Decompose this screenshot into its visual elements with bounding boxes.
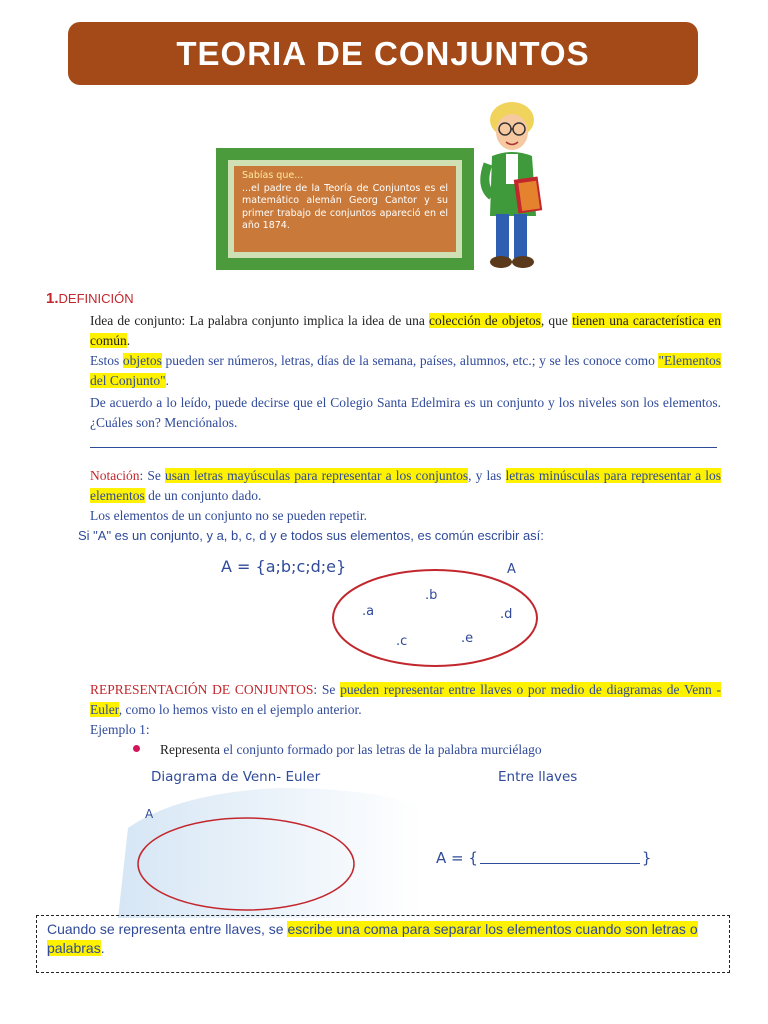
section-heading [46, 290, 134, 308]
notation-rule: Los elementos de un conjunto no se pueden repetir. [90, 508, 368, 523]
venn-set-label: A [507, 562, 516, 577]
section-title: DEFINICIÓN [58, 291, 134, 306]
element-c: .c [396, 634, 408, 649]
element-e: .e [461, 631, 474, 646]
notation-paragraph: Notación: Se usan letras mayúsculas para representar a los conjuntos, y las letras minúsculas para representar a los elementos de un conjunto dado. [90, 468, 721, 503]
element-d: .d [500, 607, 513, 622]
braces-answer: A = { } [436, 849, 652, 867]
blank-venn-ellipse [138, 818, 354, 910]
page-title: TEORIA DE CONJUNTOS [68, 22, 698, 85]
did-you-know-text: ...el padre de la Teoría de Conjuntos es el matemático alemán Georg Cantor y su primer trabajo de conjuntos apareció en el año 1874. [242, 182, 448, 231]
braces-title: Entre llaves [498, 769, 578, 785]
example-label: Ejemplo 1: [90, 722, 150, 737]
example-instruction: Representa el conjunto formado por las letras de la palabra murciélago [160, 742, 542, 757]
section-number: 1. [46, 290, 59, 307]
bullet-icon [133, 745, 140, 752]
did-you-know-title: Sabías que... [242, 170, 304, 181]
definition-paragraph-3: De acuerdo a lo leído, puede decirse que el Colegio Santa Edelmira es un conjunto y los niveles son los elementos. ¿Cuáles son? Menciónalos. [90, 395, 721, 430]
blank-venn-set-label: A [145, 807, 154, 821]
scholar-cartoon-icon [478, 96, 560, 270]
definition-paragraph-1: Idea de conjunto: La palabra conjunto implica la idea de una colección de objetos, que tienen una característica en común. [90, 313, 721, 348]
answer-line [90, 447, 717, 448]
definition-paragraph-2: Estos objetos pueden ser números, letras, días de la semana, países, alumnos, etc.; y se les conoce como "Elementos del Conjunto". [90, 353, 721, 388]
element-a: .a [362, 604, 375, 619]
set-expression: A = {a;b;c;d;e} [221, 557, 347, 576]
notation-example-intro: Si "A" es un conjunto, y a, b, c, d y e todos sus elementos, es común escribir así: [78, 528, 544, 543]
did-you-know-content [234, 166, 456, 252]
braces-answer-input[interactable] [480, 849, 640, 864]
blank-venn-diagram [134, 814, 358, 914]
venn-diagram-title: Diagrama de Venn- Euler [151, 769, 321, 785]
element-b: .b [425, 588, 438, 603]
representation-paragraph: REPRESENTACIÓN DE CONJUNTOS: Se pueden representar entre llaves o por medio de diagramas de Venn - Euler, como lo hemos visto en el ejemplo anterior. [90, 682, 722, 717]
note-box: Cuando se representa entre llaves, se escribe una coma para separar los elementos cuando son letras o palabras. [36, 915, 730, 973]
did-you-know-box [216, 148, 474, 270]
